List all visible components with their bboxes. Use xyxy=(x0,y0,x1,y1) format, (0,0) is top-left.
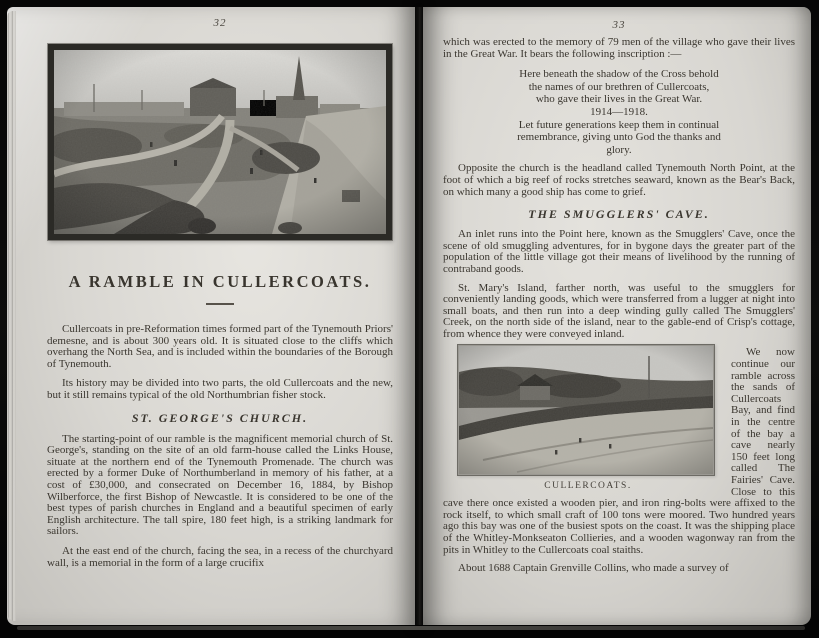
inscription-line: Here beneath the shadow of the Cross behold xyxy=(519,68,719,81)
photo-caption: CULLERCOATS. xyxy=(544,481,632,492)
paragraph-history-2: Its history may be divided into two parts, the old Cullercoats and the new, but it still remains typical of the old Northumbrian fisher stock. xyxy=(47,377,393,401)
paragraph-tynemouth-point: Opposite the church is the headland called Tynemouth North Point, at the foot of which a big reef of rocks stretches seaward, known as the Bear's Back, on which many a good ship has come to grief. xyxy=(443,162,795,198)
paragraph-history-1: Cullercoats in pre-Reformation times formed part of the Tynemouth Priors' demesne, and is about 300 years old. It is situated close to the cliffs which overhang the North Sea, and is included within the boundaries of the Borough of Tynemouth. xyxy=(47,323,393,370)
inscription-line: who gave their lives in the Great War. xyxy=(535,93,703,106)
page-right xyxy=(423,7,811,625)
paragraph-crucifix: At the east end of the church, facing the sea, in a recess of the churchyard wall, is a memorial in the form of a large crucifix xyxy=(47,544,393,569)
inscription-line: glory. xyxy=(606,143,632,156)
war-memorial-inscription xyxy=(485,68,753,156)
page-left xyxy=(7,7,415,625)
links-landscape-illustration xyxy=(54,50,386,234)
page-number-right: 33 xyxy=(612,19,626,31)
book-spread xyxy=(7,7,811,625)
page-edge-stack xyxy=(7,11,16,621)
title-rule-divider xyxy=(206,303,234,305)
paragraph-memorial: which was erected to the memory of 79 men of the village who gave their lives in the Great War. It bears the following inscription :— xyxy=(443,36,795,60)
book-gutter xyxy=(415,7,423,625)
paragraph-fairies-cave-wrap: We now continue our ramble across the sands of Cullercoats Bay, and find in the centre of the bay a cave nearly 150 feet long called The Fairies' Cave. Close to this cave there once existed a wooden pier, and iron ring-bolts were affixed to the rock itself, to which small craft of xyxy=(443,346,795,521)
paragraph-st-georges: The starting-point of our ramble is the magnificent memorial church of St. George's, standing on the site of an old farm-house called the Links House, situate at the northern end of the Tynemouth Promenade. The church was erected by a former Duke of Northumberland in memory of his father, at a cost of £30,000, and consecrated on December 16, 1884, by Bishop Wilberforce, the first Bishop of Newcastle. It is considered to be one of the best types of parish churches in England and a beautiful specimen of early English architecture. The tall spire, 180 feet high, is a striking landmark for sailors. xyxy=(47,432,393,538)
paragraph-fairies-cave-cont: 100 tons were moored. Two hundred years ago this bay was one of the busiest spots on the coast. It was the shipping place of the Whitley-Monkseaton Collieries, and a wooden wagonway ran from the pits in Whitley to the Cullercoats coal staiths. xyxy=(443,508,795,556)
st-georges-links-photo xyxy=(48,44,392,240)
cullercoats-bay-illustration xyxy=(459,346,713,474)
inscription-line: the names of our brethren of Cullercoats, xyxy=(528,80,710,93)
section-heading-st-georges-church: ST. GEORGE'S CHURCH. xyxy=(131,410,309,425)
cullercoats-bay-photo xyxy=(457,344,719,491)
page-number-left: 32 xyxy=(213,17,227,29)
cullercoats-bay-photo-border xyxy=(457,344,715,476)
chapter-title: A RAMBLE IN CULLERCOATS. xyxy=(68,272,372,291)
inscription-line: remembrance, giving unto God the thanks and xyxy=(517,131,721,144)
paragraph-st-marys-island: St. Mary's Island, farther north, was useful to the smugglers for conveniently landing goods, which were transferred from a lugger at night into small boats, and then run into a deep winding gully called The Smugglers' Creek, on the north side of the island, near to the gable-end of Crisp's cottage, from whence they were conveyed inland. xyxy=(443,281,795,340)
inscription-line: Let future generations keep them in continual xyxy=(518,118,720,131)
paragraph-grenville-collins: About 1688 Captain Grenville Collins, who made a survey of xyxy=(458,562,729,575)
inscription-line: 1914—1918. xyxy=(590,105,648,118)
section-heading-smugglers-cave: THE SMUGGLERS' CAVE. xyxy=(528,207,710,222)
paragraph-inlet: An inlet runs into the Point here, known as the Smugglers' Cave, once the scene of old smuggling adventures, for in bygone days the greater part of the population of the little village got their means of livelihood by the running of contraband goods. xyxy=(443,228,795,275)
